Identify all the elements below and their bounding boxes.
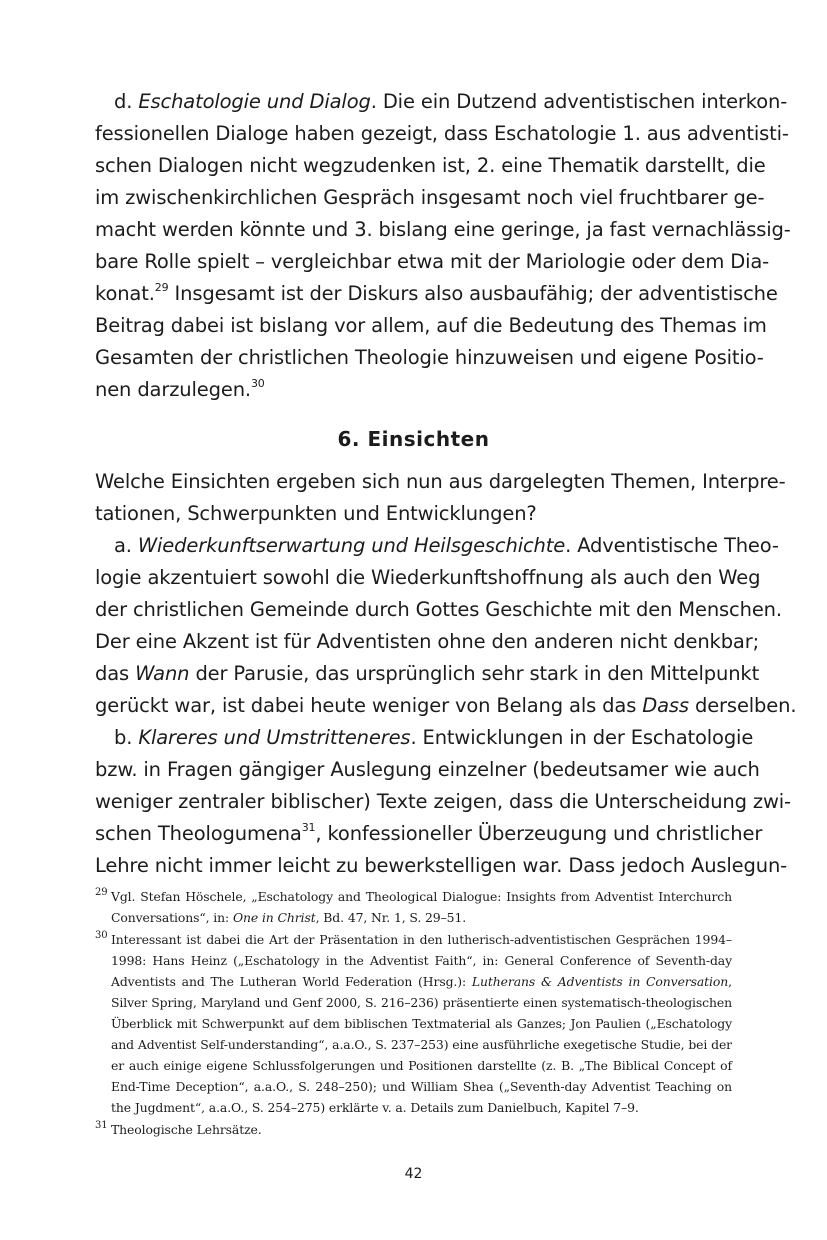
paragraph-d-line: schen Dialogen nicht wegzudenken ist, 2. eine Thematik darstellt, die [95,154,766,177]
footnote-29 [95,886,732,908]
text-run: das [95,662,136,685]
emphasis: Lutherans & Adventists in Conversation [471,974,729,989]
paragraph-a-line: Der eine Akzent ist für Adventisten ohne den anderen nicht denkbar; [95,630,760,653]
paragraph-b-line [95,818,763,850]
paragraph-b-line: Lehre nicht immer leicht zu bewerkstelligen war. Dass jedoch Auslegun- [95,854,788,877]
footnote-30-line: the Jugdment“, a.a.O., S. 254–275) erklärte v. a. Details zum Danielbuch, Kapitel 7–9. [111,1100,639,1115]
paragraph-d-line: macht werden könnte und 3. bislang eine geringe, ja fast vernachlässig- [95,218,791,241]
paragraph-d-line [95,86,788,118]
text-run: . Entwicklungen in der Eschatologie [410,726,754,749]
paragraph-a-line [95,530,779,562]
emphasis: One in Christ [232,910,316,925]
paragraph-d-line: Beitrag dabei ist bislang vor allem, auf die Bedeutung des Themas im [95,314,767,337]
paragraph-title: Klareres und Umstritteneres [138,726,411,749]
paragraph-d-line [95,374,732,406]
intro-line: tationen, Schwerpunkten und Entwicklungen? [95,502,537,525]
text-run: derselben. [688,694,797,717]
text-run: schen Theologumena [95,822,302,845]
text-run: . Adventistische Theo- [565,534,779,557]
text-run: , konfessioneller Überzeugung und christlicher [315,822,763,845]
footnote-30-line: Überblick mit Schwerpunkt auf dem biblischen Textmaterial als Ganzes; Jon Paulien („Eschatology [111,1016,732,1031]
footnote-30-line: 1998: Hans Heinz („Eschatology in the Adventist Faith“, in: General Conference of Seventh-day [111,953,732,968]
footnote-30-line [95,971,732,993]
emphasis: Dass [642,694,689,717]
paragraph-d-line: fessionellen Dialoge haben gezeigt, dass Eschatologie 1. aus adventisti- [95,122,789,145]
paragraph-d-line: im zwischenkirchlichen Gespräch insgesamt noch viel fruchtbarer ge- [95,186,765,209]
paragraph-b-line: weniger zentraler biblischer) Texte zeigen, dass die Unterscheidung zwi- [95,790,791,813]
text-run: Conversations“, in: [111,910,233,925]
text-run: Insgesamt ist der Diskurs also ausbaufähig; der adventistische [168,282,778,305]
text-run: konat. [95,282,155,305]
intro-line: Welche Einsichten ergeben sich nun aus dargelegten Themen, Interpre- [95,470,786,493]
text-run: gerückt war, ist dabei heute weniger von Belang als das [95,694,643,717]
paragraph-title: Eschatologie und Dialog [138,90,371,113]
paragraph-d-line [95,278,778,310]
footnote-number: 29 [95,887,108,898]
paragraph-d-line: Gesamten der christlichen Theologie hinzuweisen und eigene Positio- [95,346,764,369]
footnote-number: 30 [95,930,108,941]
paragraph-a-line: der christlichen Gemeinde durch Gottes Geschichte mit den Menschen. [95,598,782,621]
text-run: der Parusie, das ursprünglich sehr stark in den Mittelpunkt [189,662,760,685]
text-run: Theologische Lehrsätze. [111,1122,262,1137]
paragraph-marker: a. [114,534,138,557]
footnote-number: 31 [95,1120,108,1131]
footnote-30-line: Silver Spring, Maryland und Genf 2000, S. 216–236) präsentierte einen systematisch-theologischen [111,995,732,1010]
paragraph-a-line [95,658,760,690]
footnote-reference: 31 [301,820,316,834]
paragraph-marker: d. [114,90,139,113]
paragraph-title: Wiederkunftserwartung und Heilsgeschichte [137,534,566,557]
emphasis: Wann [135,662,190,685]
text-run: Adventists and The Lutheran World Federation (Hrsg.): [111,974,472,989]
footnote-29-line [95,907,732,929]
page-number: 42 [404,1166,423,1182]
paragraph-d-line: bare Rolle spielt – vergleichbar etwa mit der Mariologie oder dem Dia- [95,250,770,273]
footnote-31 [95,1119,732,1141]
footnote-30-line: End-Time Deception“, a.a.O., S. 248–250); und William Shea („Seventh-day Adventist Teaching on [111,1079,732,1094]
text-run: , Bd. 47, Nr. 1, S. 29–51. [315,910,467,925]
text-run: Vgl. Stefan Höschele, „Eschatology and Theological Dialogue: Insights from Adventist Interchurch [111,889,732,904]
paragraph-a-line: logie akzentuiert sowohl die Wiederkunftshoffnung als auch den Weg [95,566,761,589]
footnote-30-line: er auch einige eigene Schlussfolgerungen und Positionen darstellte (z. B. „The Biblical Concept of [111,1058,732,1073]
text-run: , [728,974,732,989]
paragraph-marker: b. [114,726,139,749]
footnote-reference: 30 [250,376,265,390]
text-run: Interessant ist dabei die Art der Präsentation in den lutherisch-adventistischen Gesprächen 1994– [111,932,732,947]
footnote-30 [95,929,732,951]
paragraph-b-line: bzw. in Fragen gängiger Auslegung einzelner (bedeutsamer wie auch [95,758,760,781]
footnote-reference: 29 [154,280,169,294]
text-run: . Die ein Dutzend adventistischen interkon- [370,90,788,113]
paragraph-b-line [95,722,754,754]
footnote-30-line: and Adventist Self-understanding“, a.a.O., S. 237–253) eine ausführliche exegetische Studie, bei der [111,1037,732,1052]
paragraph-a-line [95,690,797,722]
text-run: nen darzulegen. [95,378,251,401]
section-heading: 6. Einsichten [337,427,490,451]
